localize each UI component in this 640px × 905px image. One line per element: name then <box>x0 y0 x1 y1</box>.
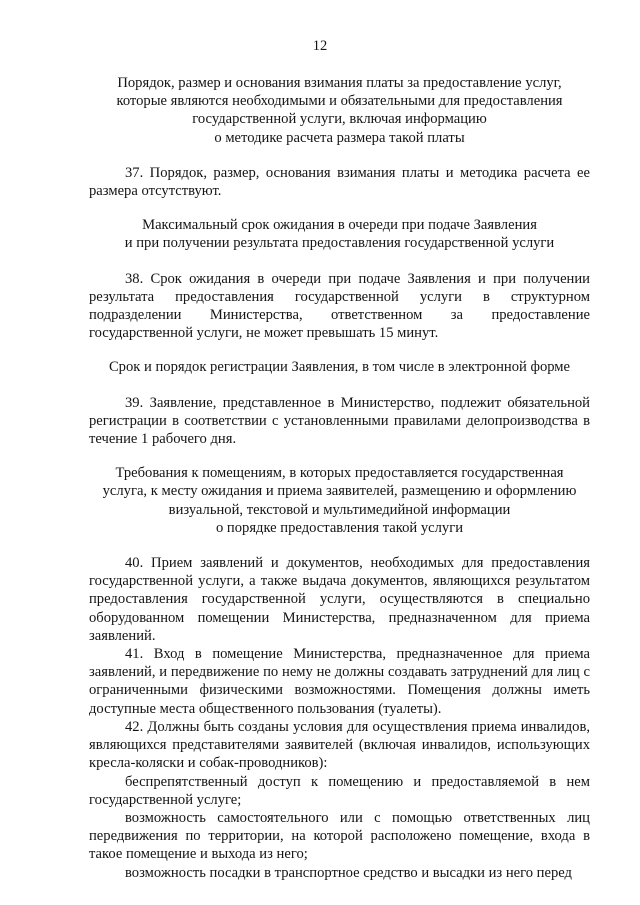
paragraph-41: 41. Вход в помещение Министерства, предназначенное для приема заявлений, и передвижение по нему не должны создавать затруднений для лиц с ограниченными физическими возможностями. Помещения должны иметь доступные места общественного пользования (туалеты). <box>89 646 590 717</box>
document-body <box>89 74 590 882</box>
list-item-access: беспрепятственный доступ к помещению и предоставляемой в нем государственной услуге; <box>89 773 590 808</box>
heading-line: Срок и порядок регистрации Заявления, в том числе в электронной форме <box>108 359 571 376</box>
section-heading-premises <box>89 464 590 537</box>
list-item-transport: возможность посадки в транспортное средство и высадки из него перед <box>125 864 572 881</box>
heading-line: Порядок, размер и основания взимания платы за предоставление услуг, <box>117 75 562 91</box>
heading-line: и при получении результата предоставления государственной услуги <box>124 235 555 252</box>
paragraph-37: 37. Порядок, размер, основания взимания платы и методика расчета ее размера отсутствуют. <box>89 164 590 200</box>
paragraph-42: 42. Должны быть созданы условия для осуществления приема инвалидов, являющихся представителями заявителей (включая инвалидов, использующих кресла-коляски и собак-проводников): <box>89 718 590 772</box>
heading-line: о порядке предоставления такой услуги <box>215 519 464 536</box>
paragraph-40: 40. Прием заявлений и документов, необходимых для предоставления государственной услуги, а также выдача документов, являющихся результатом предоставления государственной услуги, осуществляются в специально оборудованном помещении Министерства, предназначенном для приема заявлений. <box>89 555 590 644</box>
list-item-movement: возможность самостоятельного или с помощью ответственных лиц передвижения по территории, на которой расположено помещение, входа в такое помещение и выхода из него; <box>89 809 590 863</box>
page-number: 12 <box>312 38 328 54</box>
section-heading-queue-time <box>89 216 590 252</box>
heading-line: визуальной, текстовой и мультимедийной информации <box>168 501 511 518</box>
heading-line: государственной услуги, включая информацию <box>192 111 487 128</box>
heading-line: Требования к помещениям, в которых предоставляется государственная <box>115 465 564 482</box>
section-heading-registration <box>89 358 590 376</box>
heading-line: о методике расчета размера такой платы <box>214 129 465 146</box>
paragraph-38: 38. Срок ожидания в очереди при подаче Заявления и при получении результата предоставления государственной услуги в структурном подразделении Министерства, ответственном за предоставление государственной услуги, не может превышать 15 минут. <box>89 270 590 342</box>
heading-line: Максимальный срок ожидания в очереди при подаче Заявления <box>142 217 537 234</box>
heading-line: услуга, к месту ожидания и приема заявителей, размещению и оформлению <box>102 483 577 500</box>
section-heading-payment <box>89 74 590 147</box>
heading-line: которые являются необходимыми и обязательными для предоставления <box>116 93 563 110</box>
paragraph-39: 39. Заявление, представленное в Министерство, подлежит обязательной регистрации в соответствии с установленными правилами делопроизводства в течение 1 рабочего дня. <box>89 394 590 448</box>
